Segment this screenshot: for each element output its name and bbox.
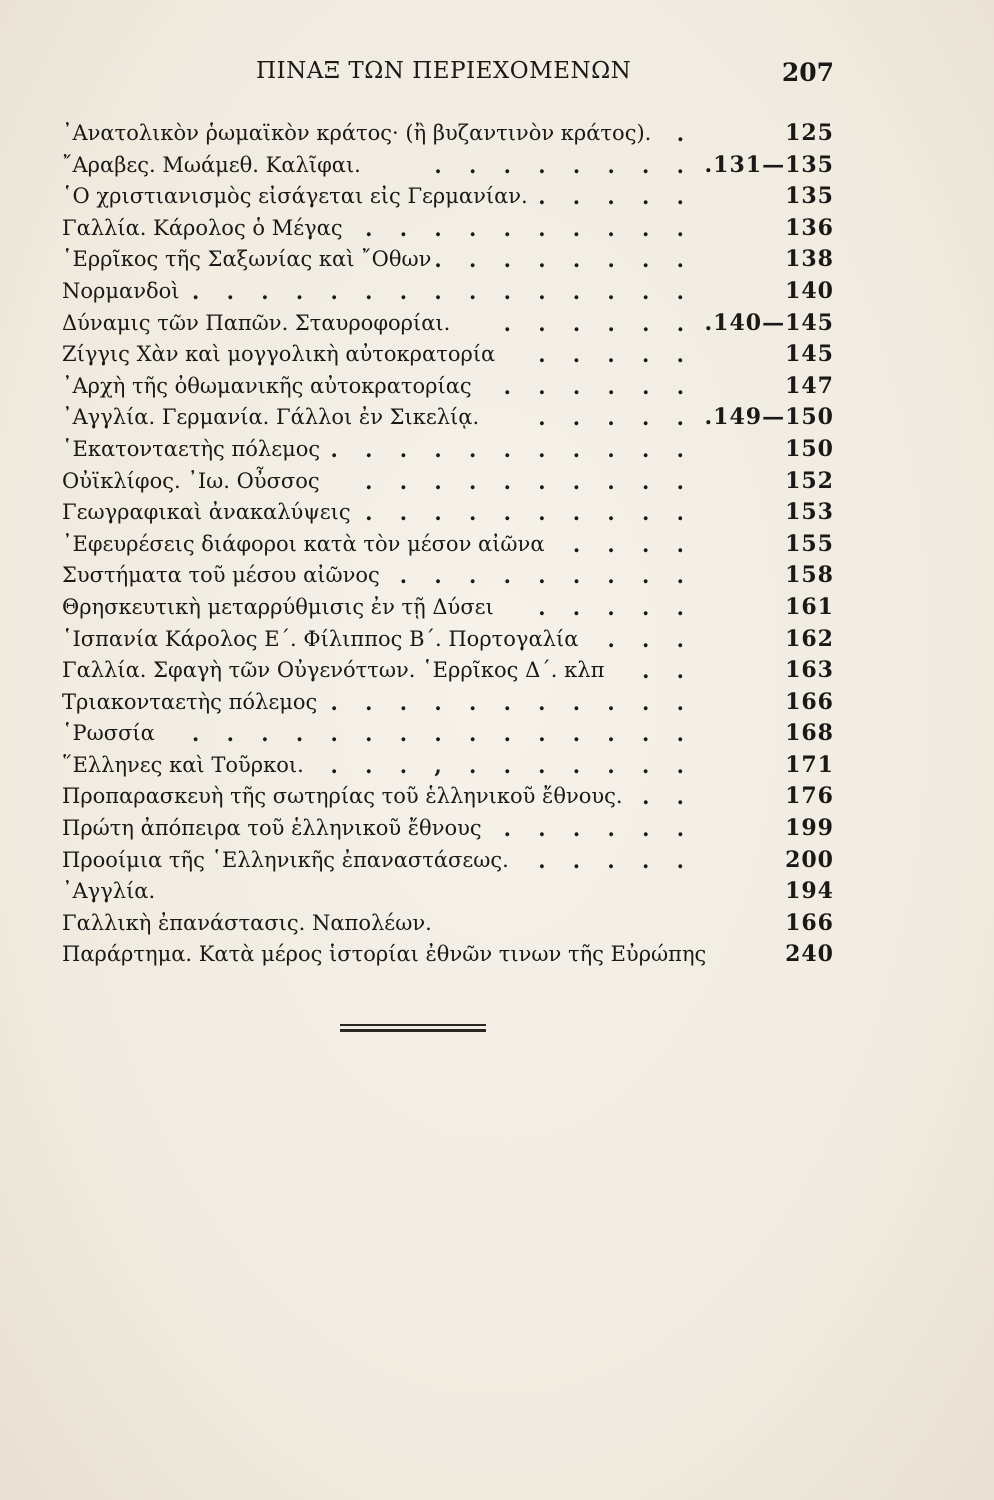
- toc-entry-title: Προοίμια τῆς ῾Ελληνικῆς ἐπαναστάσεως.: [62, 847, 509, 872]
- toc-entry-title: Παράρτημα. Κατὰ μέρος ἱστορίαι ἐθνῶν τινων τῆς Εὐρώπης: [62, 942, 707, 967]
- toc-entry: [62, 908, 834, 940]
- toc-entry-title: Ζίγγις Χὰν καὶ μογγολικὴ αὐτοκρατορία: [62, 342, 496, 367]
- toc-entry: [62, 655, 834, 687]
- toc-entry-page: .140—145: [704, 309, 834, 336]
- toc-entry-title: ᾿Αγγλία.: [62, 879, 156, 904]
- toc-entry-title: ᾿Αρχὴ τῆς ὀθωμανικῆς αὐτοκρατορίας: [62, 373, 472, 398]
- toc-entry-title: Τριακονταετὴς πόλεμος: [62, 689, 318, 714]
- toc-entry: [62, 624, 834, 656]
- toc-entry-leader: . . . . .: [538, 342, 694, 368]
- toc-entry-page: 166: [785, 688, 834, 715]
- toc-entry-page: 145: [785, 341, 834, 368]
- toc-entry-leader: . . . . . . . . . .: [365, 468, 694, 494]
- toc-entry-title: Γαλλία. Σφαγὴ τῶν Οὐγενόττων. ῾Ερρῖκος Δ΄. κλπ: [62, 658, 605, 683]
- toc-entry-leader: . . . . . . . .: [434, 152, 694, 178]
- toc-entry-page: 158: [785, 562, 834, 589]
- toc-entry-leader: . . . . . . . . . . . . . . .: [191, 721, 694, 747]
- toc-entry-title: Νορμανδοὶ: [62, 278, 180, 303]
- toc-entry-page: 125: [785, 120, 834, 146]
- table-of-contents: [62, 118, 834, 971]
- toc-entry-leader: . .: [642, 784, 694, 810]
- toc-entry-leader: . . . . . .: [503, 310, 694, 336]
- end-rule: [340, 1024, 486, 1032]
- toc-entry-title: ῾Ρωσσία: [62, 721, 155, 746]
- toc-entry-leader: . . . . . . . . . .: [365, 500, 694, 526]
- toc-entry-page: 153: [785, 499, 834, 526]
- toc-entry-title: Θρησκευτικὴ μεταρρύθμισις ἐν τῇ Δύσει: [62, 594, 494, 619]
- toc-entry-page: 152: [785, 467, 834, 494]
- toc-entry-leader: . . . . .: [538, 184, 694, 210]
- toc-entry-title: Οὐϊκλίφος. ᾿Ιω. Οὖσσος: [62, 468, 320, 493]
- toc-entry-title: ῎Αραβες. Μωάμεθ. Καλῖφαι.: [62, 152, 361, 177]
- toc-entry-title: ᾿Αγγλία. Γερμανία. Γάλλοι ἐν Σικελίᾳ.: [62, 405, 480, 430]
- end-rule-line: [340, 1029, 486, 1032]
- toc-entry-leader: . . . . . . . . .: [399, 563, 694, 589]
- toc-entry-page: 147: [785, 372, 834, 399]
- toc-entry-title: ᾿Ανατολικὸν ῥωμαϊκὸν κράτος· (ἢ βυζαντινὸν κράτος).: [62, 121, 652, 145]
- toc-entry: [62, 371, 834, 403]
- toc-entry-leader: . . . . . . . . . . . . . . .: [191, 278, 694, 304]
- toc-entry: [62, 529, 834, 561]
- toc-entry-leader: . . . . .: [538, 594, 694, 620]
- toc-entry: [62, 939, 834, 971]
- toc-entry-page: 168: [785, 720, 834, 747]
- toc-entry-title: Δύναμις τῶν Παπῶν. Σταυροφορίαι.: [62, 310, 451, 335]
- toc-entry-page: 199: [785, 815, 834, 842]
- toc-entry-page: 194: [785, 878, 834, 905]
- toc-entry: [62, 434, 834, 466]
- toc-entry-page: 240: [785, 941, 834, 968]
- toc-entry-leader: . . . . . . . . . .: [365, 215, 694, 241]
- toc-entry: [62, 181, 834, 213]
- toc-entry-title: ῞Ελληνες καὶ Τοῦρκοι.: [62, 752, 304, 777]
- toc-entry-title: ᾿Εφευρέσεις διάφοροι κατὰ τὸν μέσον αἰῶνα: [62, 531, 545, 556]
- toc-entry-page: 162: [785, 625, 834, 652]
- toc-entry: [62, 118, 834, 150]
- running-title: ΠΙΝΑΞ ΤΩΝ ΠΕΡΙΕΧΟΜΕΝΩΝ: [256, 58, 632, 84]
- toc-entry: [62, 402, 834, 434]
- toc-entry-leader: . . . . .: [538, 847, 694, 873]
- toc-entry-title: Προπαρασκευὴ τῆς σωτηρίας τοῦ ἑλληνικοῦ ἔθνους.: [62, 784, 623, 809]
- toc-entry-page: 163: [785, 657, 834, 684]
- toc-entry-title: ῾Ερρῖκος τῆς Σαξωνίας καὶ ῎Οθων: [62, 247, 432, 272]
- toc-entry-title: Γαλλικὴ ἐπανάστασις. Ναπολέων.: [62, 910, 432, 935]
- toc-entry: [62, 592, 834, 624]
- toc-entry: [62, 466, 834, 498]
- toc-entry-page: 200: [785, 846, 834, 873]
- toc-entry: [62, 339, 834, 371]
- toc-entry-page: 140: [785, 277, 834, 304]
- toc-entry-title: Γεωγραφικαὶ ἀνακαλύψεις: [62, 500, 351, 525]
- toc-entry-page: 138: [785, 246, 834, 273]
- toc-entry: [62, 497, 834, 529]
- toc-entry-leader: . . . , . . . . . . .: [330, 752, 694, 778]
- toc-entry-page: 166: [785, 909, 834, 936]
- toc-entry: [62, 213, 834, 245]
- toc-entry-leader: . .: [642, 658, 694, 684]
- toc-entry-leader: . . . . .: [538, 405, 694, 431]
- toc-entry-leader: . . . . . . . . . . .: [330, 436, 694, 462]
- toc-entry-page: 155: [785, 530, 834, 557]
- toc-entry-page: 135: [785, 183, 834, 210]
- toc-entry-page: 136: [785, 214, 834, 241]
- toc-entry: [62, 560, 834, 592]
- toc-entry: [62, 718, 834, 750]
- toc-entry: [62, 845, 834, 877]
- toc-entry: [62, 687, 834, 719]
- toc-entry: [62, 750, 834, 782]
- toc-entry: [62, 276, 834, 308]
- toc-entry-leader: . . . . . . . . . . .: [330, 689, 694, 715]
- toc-entry-title: ῾Εκατονταετὴς πόλεμος: [62, 436, 321, 461]
- toc-entry: [62, 244, 834, 276]
- toc-entry-leader: . . .: [607, 626, 694, 652]
- toc-entry-page: .131—135: [704, 151, 834, 178]
- toc-entry-page: 150: [785, 435, 834, 462]
- toc-entry: [62, 150, 834, 182]
- toc-entry: [62, 876, 834, 908]
- end-rule-line: [340, 1024, 486, 1026]
- toc-entry-title: Συστήματα τοῦ μέσου αἰῶνος: [62, 563, 380, 588]
- toc-entry: [62, 781, 834, 813]
- toc-entry-page: 176: [785, 783, 834, 810]
- page-number: 207: [781, 58, 834, 87]
- toc-entry-page: .149—150: [704, 404, 834, 431]
- toc-entry-leader: . . . . . . . .: [434, 247, 694, 273]
- toc-entry-title: Πρώτη ἀπόπειρα τοῦ ἑλληνικοῦ ἔθνους: [62, 816, 482, 841]
- toc-entry: [62, 308, 834, 340]
- toc-entry-leader: . . . . . .: [503, 373, 694, 399]
- toc-entry-leader: . . . .: [572, 531, 694, 557]
- toc-entry-title: ῾Ισπανία Κάρολος Ε΄. Φίλιππος Β΄. Πορτογαλία: [62, 626, 579, 651]
- toc-entry-page: 161: [785, 593, 834, 620]
- toc-entry-leader: . . . . . .: [503, 816, 694, 842]
- toc-entry-title: Γαλλία. Κάρολος ὁ Μέγας: [62, 215, 343, 240]
- page-header: [0, 58, 994, 98]
- toc-entry: [62, 813, 834, 845]
- toc-entry-title: ῾Ο χριστιανισμὸς εἰσάγεται εἰς Γερμανίαν.: [62, 184, 528, 209]
- toc-entry-leader: .: [676, 121, 694, 146]
- toc-entry-page: 171: [785, 751, 834, 778]
